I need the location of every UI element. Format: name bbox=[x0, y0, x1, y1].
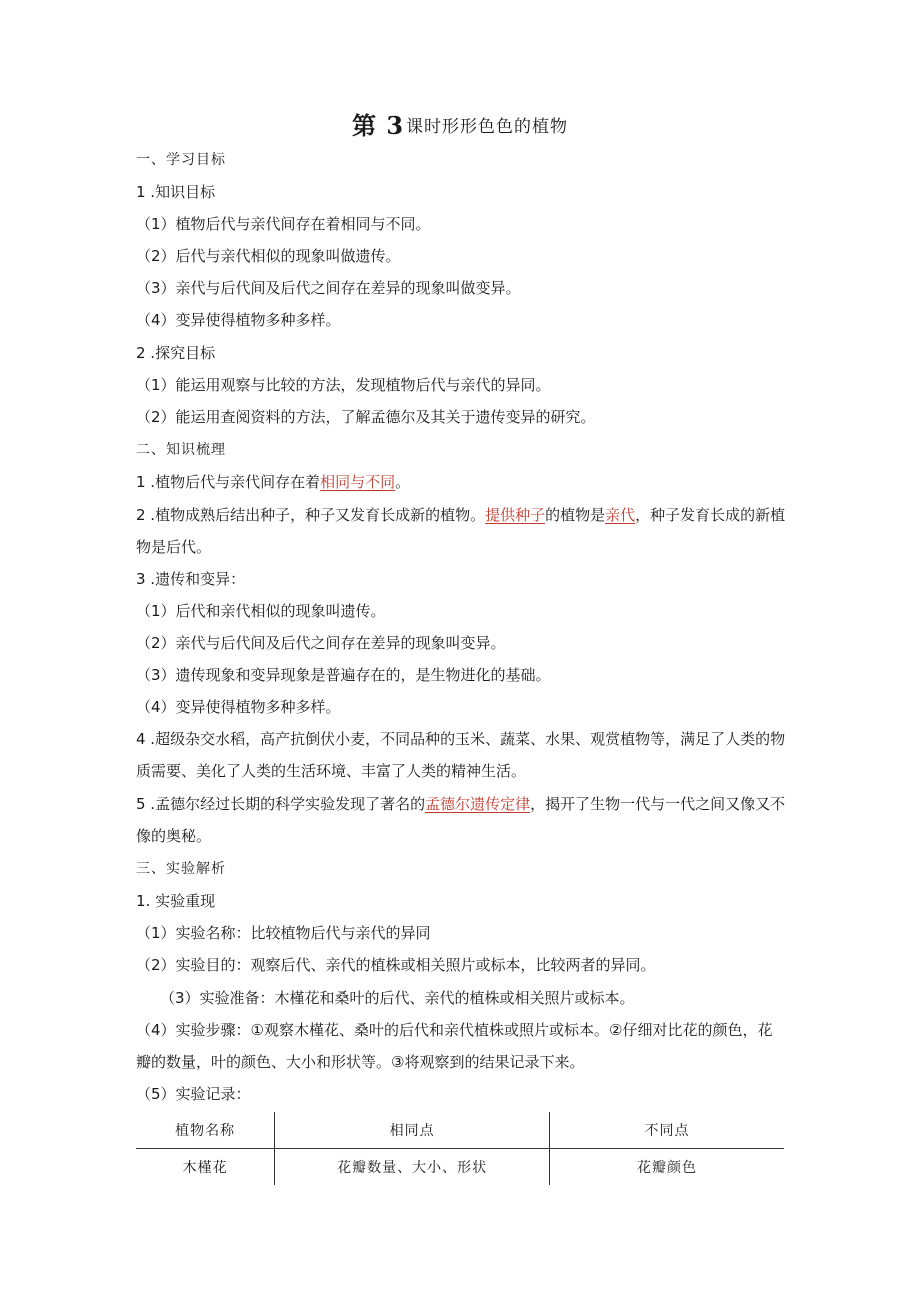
answer-highlight: 提供种子 bbox=[485, 506, 546, 524]
text-run: 5 .孟德尔经过长期的科学实验发现了著名的 bbox=[136, 795, 426, 813]
knowledge-goal-item: （2）后代与亲代相似的现象叫做遗传。 bbox=[136, 247, 401, 265]
text-run: 。 bbox=[395, 473, 411, 491]
knowledge-goal-item: （4）变异使得植物多种多样。 bbox=[136, 311, 341, 329]
inquiry-goal-item: （1）能运用观察与比较的方法，发现植物后代与亲代的异同。 bbox=[136, 376, 551, 394]
knowledge-point-2 bbox=[136, 499, 786, 563]
table-row bbox=[136, 1149, 784, 1186]
table-header: 不同点 bbox=[549, 1112, 784, 1149]
knowledge-point-3-item: （3）遗传现象和变异现象是普遍存在的，是生物进化的基础。 bbox=[136, 666, 551, 684]
knowledge-point-1 bbox=[136, 466, 786, 498]
answer-highlight: 孟德尔遗传定律 bbox=[425, 795, 531, 813]
title-lesson-number: 第 3 bbox=[351, 111, 405, 140]
table-cell: 木槿花 bbox=[182, 1160, 228, 1176]
knowledge-point-3-item: （4）变异使得植物多种多样。 bbox=[136, 698, 341, 716]
experiment-item: （5）实验记录： bbox=[136, 1085, 251, 1103]
inquiry-goal-item: （2）能运用查阅资料的方法，了解孟德尔及其关于遗传变异的研究。 bbox=[136, 408, 596, 426]
title-text: 课时形形色色的植物 bbox=[406, 117, 569, 137]
text-run: 的植物是 bbox=[545, 506, 606, 524]
text-run: ，种子发育长成的新植物是后代。 bbox=[136, 506, 786, 556]
experiment-item: （2）实验目的：观察后代、亲代的植株或相关照片或标本，比较两者的异同。 bbox=[136, 956, 656, 974]
table-header: 植物名称 bbox=[136, 1112, 275, 1149]
text-run: 1 .植物后代与亲代间存在着 bbox=[136, 473, 321, 491]
knowledge-goal-item: （3）亲代与后代间及后代之间存在差异的现象叫做变异。 bbox=[136, 279, 521, 297]
experiment-subtitle: 1. 实验重现 bbox=[136, 892, 216, 910]
knowledge-point-5 bbox=[136, 788, 786, 852]
table-cell: 花瓣颜色 bbox=[549, 1149, 784, 1186]
knowledge-point-3-item: （2）亲代与后代间及后代之间存在差异的现象叫变异。 bbox=[136, 634, 506, 652]
knowledge-goal-title: 1 .知识目标 bbox=[136, 183, 216, 201]
knowledge-point-3-title: 3 .遗传和变异： bbox=[136, 570, 246, 588]
inquiry-goal-title: 2 .探究目标 bbox=[136, 344, 216, 362]
experiment-item: （3）实验准备：木槿花和桑叶的后代、亲代的植株或相关照片或标本。 bbox=[160, 989, 635, 1007]
answer-highlight: 亲代 bbox=[605, 506, 636, 524]
text-run: 2 .植物成熟后结出种子，种子又发育长成新的植物。 bbox=[136, 506, 486, 524]
knowledge-point-3-item: （1）后代和亲代相似的现象叫遗传。 bbox=[136, 602, 386, 620]
table-header: 相同点 bbox=[275, 1112, 550, 1149]
page-title bbox=[0, 106, 920, 141]
knowledge-goal-item: （1）植物后代与亲代间存在着相同与不同。 bbox=[136, 215, 431, 233]
experiment-item: （4）实验步骤：①观察木槿花、桑叶的后代和亲代植株或照片或标本。②仔细对比花的颜色，花瓣的数量，叶的颜色、大小和形状等。③将观察到的结果记录下来。 bbox=[136, 1021, 773, 1071]
table-header-row bbox=[136, 1112, 784, 1149]
answer-highlight: 相同与不同 bbox=[320, 473, 396, 491]
table-cell: 花瓣数量、大小、形状 bbox=[275, 1149, 550, 1186]
text-run: ，揭开了生物一代与一代之间又像又不像的奥秘。 bbox=[136, 795, 786, 845]
experiment-record-table bbox=[136, 1112, 784, 1185]
section-heading-experiment: 三、实验解析 bbox=[136, 861, 226, 877]
section-heading-knowledge: 二、知识梳理 bbox=[136, 442, 226, 458]
experiment-item: （1）实验名称：比较植物后代与亲代的异同 bbox=[136, 924, 431, 942]
section-heading-goals: 一、学习目标 bbox=[136, 152, 226, 168]
knowledge-point-4: 4 .超级杂交水稻，高产抗倒伏小麦，不同品种的玉米、蔬菜、水果、观赏植物等，满足了人类的物质需要、美化了人类的生活环境、丰富了人类的精神生活。 bbox=[136, 730, 786, 780]
